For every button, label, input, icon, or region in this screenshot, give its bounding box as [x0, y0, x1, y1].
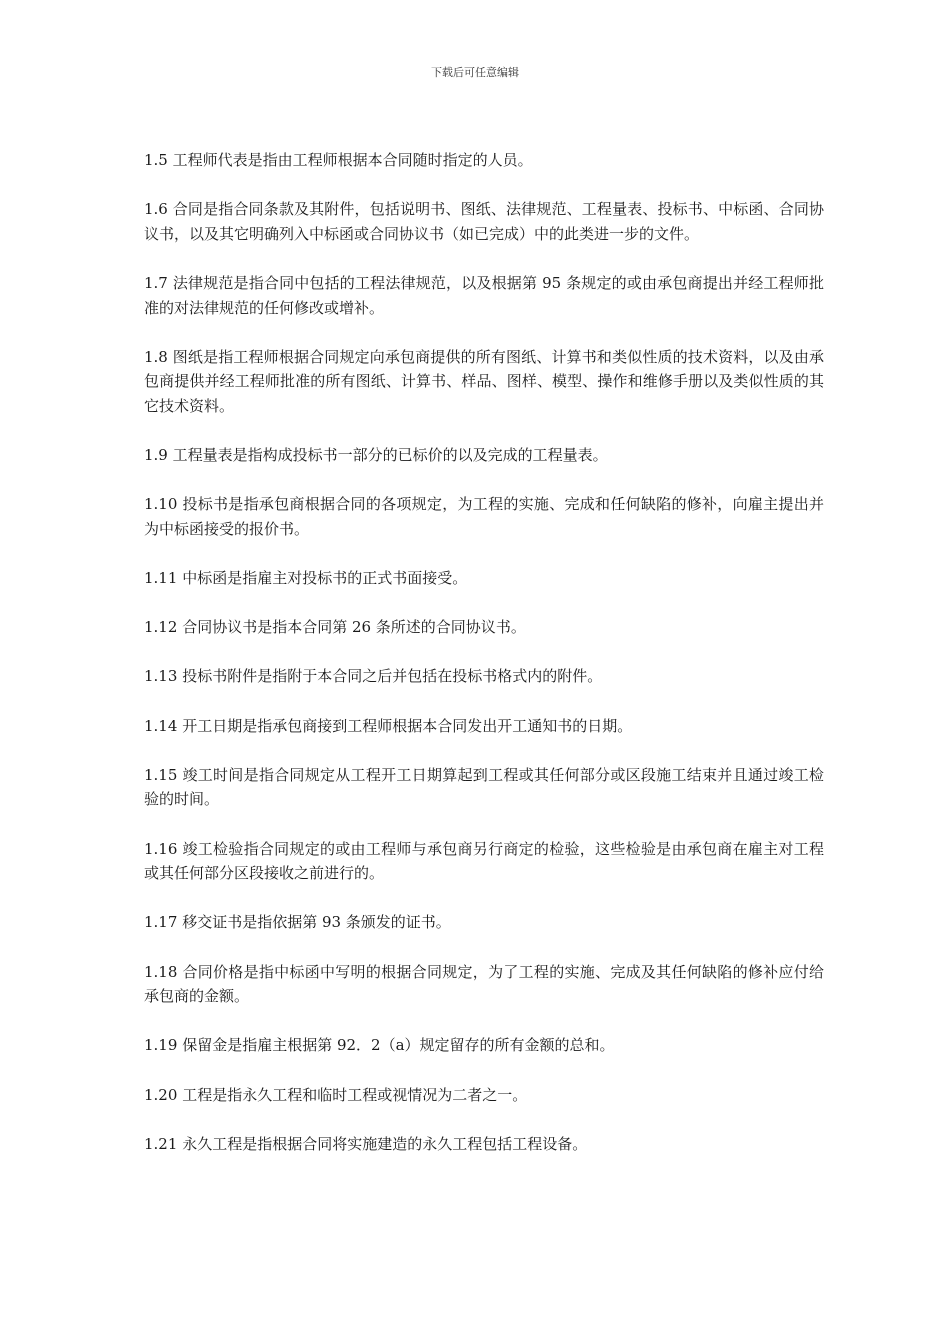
clause-number: 1.16 [144, 839, 178, 858]
clause-text: 图纸是指工程师根据合同规定向承包商提供的所有图纸、计算书和类似性质的技术资料，以及由承包商提供并经工程师批准的所有图纸、计算书、样品、图样、模型、操作和维修手册以及类似性质的其它技术资料。 [144, 347, 824, 415]
clause-number: 1.19 [144, 1036, 178, 1055]
clause-1-11 [144, 566, 824, 591]
clause-number: 1.12 [144, 618, 178, 637]
clause-1-12 [144, 615, 824, 640]
clause-1-13 [144, 664, 824, 689]
clause-text: 合同是指合同条款及其附件，包括说明书、图纸、法律规范、工程量表、投标书、中标函、合同协议书，以及其它明确列入中标函或合同协议书（如已完成）中的此类进一步的文件。 [144, 200, 824, 243]
clause-text: 投标书附件是指附于本合同之后并包括在投标书格式内的附件。 [182, 667, 603, 686]
clause-number: 1.9 [144, 446, 168, 465]
clause-number: 1.5 [144, 151, 168, 169]
clause-number: 1.17 [144, 913, 178, 932]
clause-1-8 [144, 345, 824, 419]
clause-1-15 [144, 763, 824, 812]
clause-text: 永久工程是指根据合同将实施建造的永久工程包括工程设备。 [182, 1134, 588, 1153]
clause-1-9 [144, 443, 824, 468]
clause-text: 工程师代表是指由工程师根据本合同随时指定的人员。 [172, 151, 533, 169]
clause-number: 1.14 [144, 716, 178, 735]
clause-text: 竣工检验指合同规定的或由工程师与承包商另行商定的检验，这些检验是由承包商在雇主对工程或其任何部分区段接收之前进行的。 [144, 839, 824, 883]
clause-text: 法律规范是指合同中包括的工程法律规范，以及根据第 95 条规定的或由承包商提出并经工程师批准的对法律规范的任何修改或增补。 [144, 273, 824, 317]
clause-number: 1.6 [144, 200, 168, 219]
page-header: 下载后可任意编辑 [431, 66, 519, 79]
clause-1-21 [144, 1132, 824, 1157]
clause-text: 合同协议书是指本合同第 26 条所述的合同协议书。 [182, 618, 526, 637]
clause-1-20 [144, 1083, 824, 1108]
clause-1-5 [144, 148, 824, 173]
clause-text: 移交证书是指依据第 93 条颁发的证书。 [182, 913, 451, 932]
clause-number: 1.11 [144, 569, 178, 588]
clause-number: 1.7 [144, 273, 168, 292]
clause-1-10 [144, 492, 824, 541]
clause-1-14 [144, 714, 824, 739]
clause-text: 工程是指永久工程和临时工程或视情况为二者之一。 [182, 1085, 528, 1104]
clause-1-18 [144, 960, 824, 1009]
clause-text: 中标函是指雇主对投标书的正式书面接受。 [182, 569, 468, 588]
clause-number: 1.21 [144, 1134, 178, 1153]
clause-text: 竣工时间是指合同规定从工程开工日期算起到工程或其任何部分或区段施工结束并且通过竣工检验的时间。 [144, 765, 824, 809]
clause-number: 1.15 [144, 765, 178, 784]
clause-number: 1.8 [144, 347, 168, 366]
document-body [144, 148, 824, 1156]
clause-text: 开工日期是指承包商接到工程师根据本合同发出开工通知书的日期。 [182, 716, 633, 735]
clause-1-6 [144, 197, 824, 246]
clause-number: 1.18 [144, 962, 178, 981]
clause-text: 合同价格是指中标函中写明的根据合同规定，为了工程的实施、完成及其任何缺陷的修补应付给承包商的金额。 [144, 962, 824, 1006]
clause-text: 工程量表是指构成投标书一部分的已标价的以及完成的工程量表。 [172, 446, 608, 465]
clause-text: 投标书是指承包商根据合同的各项规定，为工程的实施、完成和任何缺陷的修补，向雇主提出并为中标函接受的报价书。 [144, 495, 824, 538]
clause-number: 1.20 [144, 1085, 178, 1104]
clause-1-17 [144, 910, 824, 935]
clause-1-16 [144, 837, 824, 886]
clause-1-7 [144, 271, 824, 320]
clause-text: 保留金是指雇主根据第 92．2（a）规定留存的所有金额的总和。 [182, 1036, 615, 1055]
clause-1-19 [144, 1033, 824, 1058]
clause-number: 1.13 [144, 667, 178, 686]
clause-number: 1.10 [144, 495, 178, 514]
